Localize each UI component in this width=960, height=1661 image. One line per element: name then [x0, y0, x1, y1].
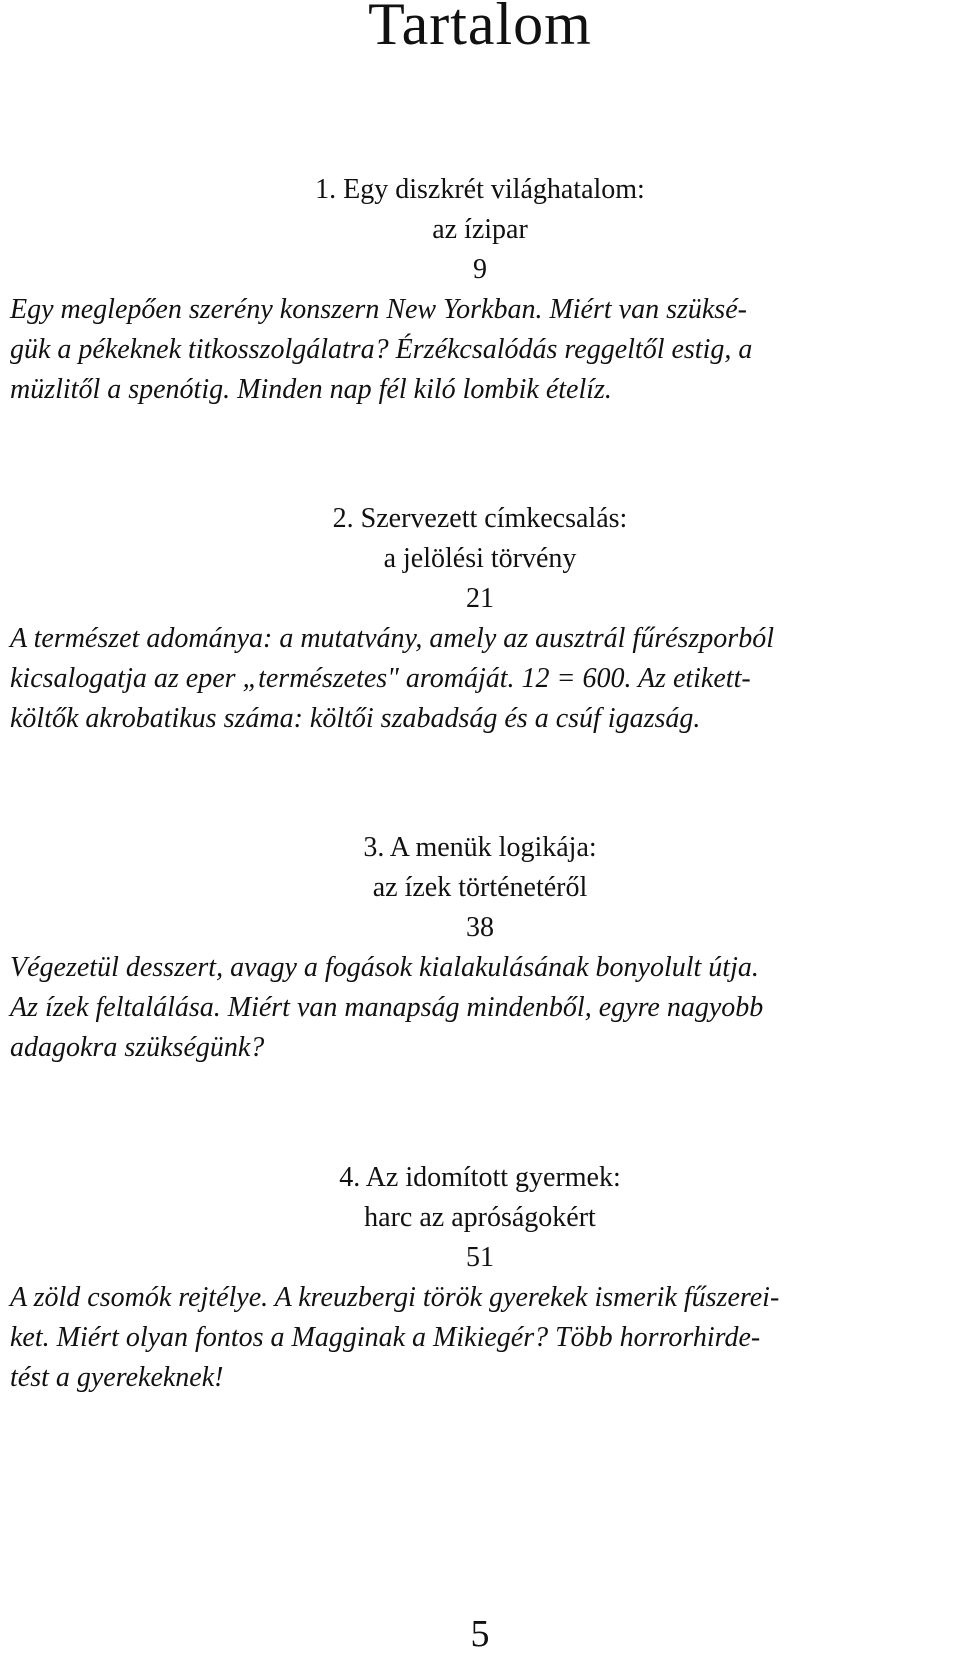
entry-subheading: az ízipar	[432, 214, 528, 245]
entry-page-number: 38	[466, 912, 494, 943]
description-line: müzlitől a spenótig. Minden nap fél kiló lombik ételíz.	[10, 374, 612, 405]
page-number: 5	[470, 1613, 490, 1655]
description-line: ket. Miért olyan fontos a Magginak a Mikiegér? Több horrorhirde-	[10, 1322, 761, 1353]
description-line: Egy meglepően szerény konszern New Yorkban. Miért van szüksé-	[10, 294, 747, 325]
toc-entry	[0, 499, 960, 739]
entry-description	[10, 290, 960, 410]
entry-description	[10, 948, 960, 1068]
entry-heading: 2. Szervezett címkecsalás:	[332, 503, 628, 534]
entry-description	[10, 1278, 960, 1398]
entry-heading: 3. A menük logikája:	[363, 832, 597, 863]
description-line: Az ízek feltalálása. Miért van manapság mindenből, egyre nagyobb	[10, 992, 764, 1023]
description-line: költők akrobatikus száma: költői szabadság és a csúf igazság.	[10, 703, 701, 734]
page-title: Tartalom	[368, 0, 592, 57]
description-line: Végezetül desszert, avagy a fogások kialakulásának bonyolult útja.	[10, 952, 759, 983]
entry-page-number: 51	[466, 1242, 494, 1273]
entry-heading: 4. Az idomított gyermek:	[339, 1162, 621, 1193]
description-line: adagokra szükségünk?	[10, 1032, 265, 1063]
toc-entry	[0, 170, 960, 410]
entry-heading: 1. Egy diszkrét világhatalom:	[315, 174, 645, 205]
description-line: A zöld csomók rejtélye. A kreuzbergi török gyerekek ismerik fűszerei-	[10, 1282, 780, 1313]
entry-subheading: a jelölési törvény	[383, 543, 577, 574]
entry-page-number: 21	[466, 583, 494, 614]
entry-page-number: 9	[473, 254, 487, 285]
description-line: gük a pékeknek titkosszolgálatra? Érzékcsalódás reggeltől estig, a	[10, 334, 753, 365]
entry-subheading: az ízek történetéről	[372, 872, 588, 903]
toc-entry	[0, 828, 960, 1068]
entry-description	[10, 619, 960, 739]
description-line: kicsalogatja az eper „természetes" aromáját. 12 = 600. Az etikett-	[10, 663, 751, 694]
description-line: tést a gyerekeknek!	[10, 1362, 224, 1393]
toc-entry	[0, 1158, 960, 1398]
description-line: A természet adománya: a mutatvány, amely az ausztrál fűrészporból	[10, 623, 774, 654]
entry-subheading: harc az apróságokért	[364, 1202, 596, 1233]
